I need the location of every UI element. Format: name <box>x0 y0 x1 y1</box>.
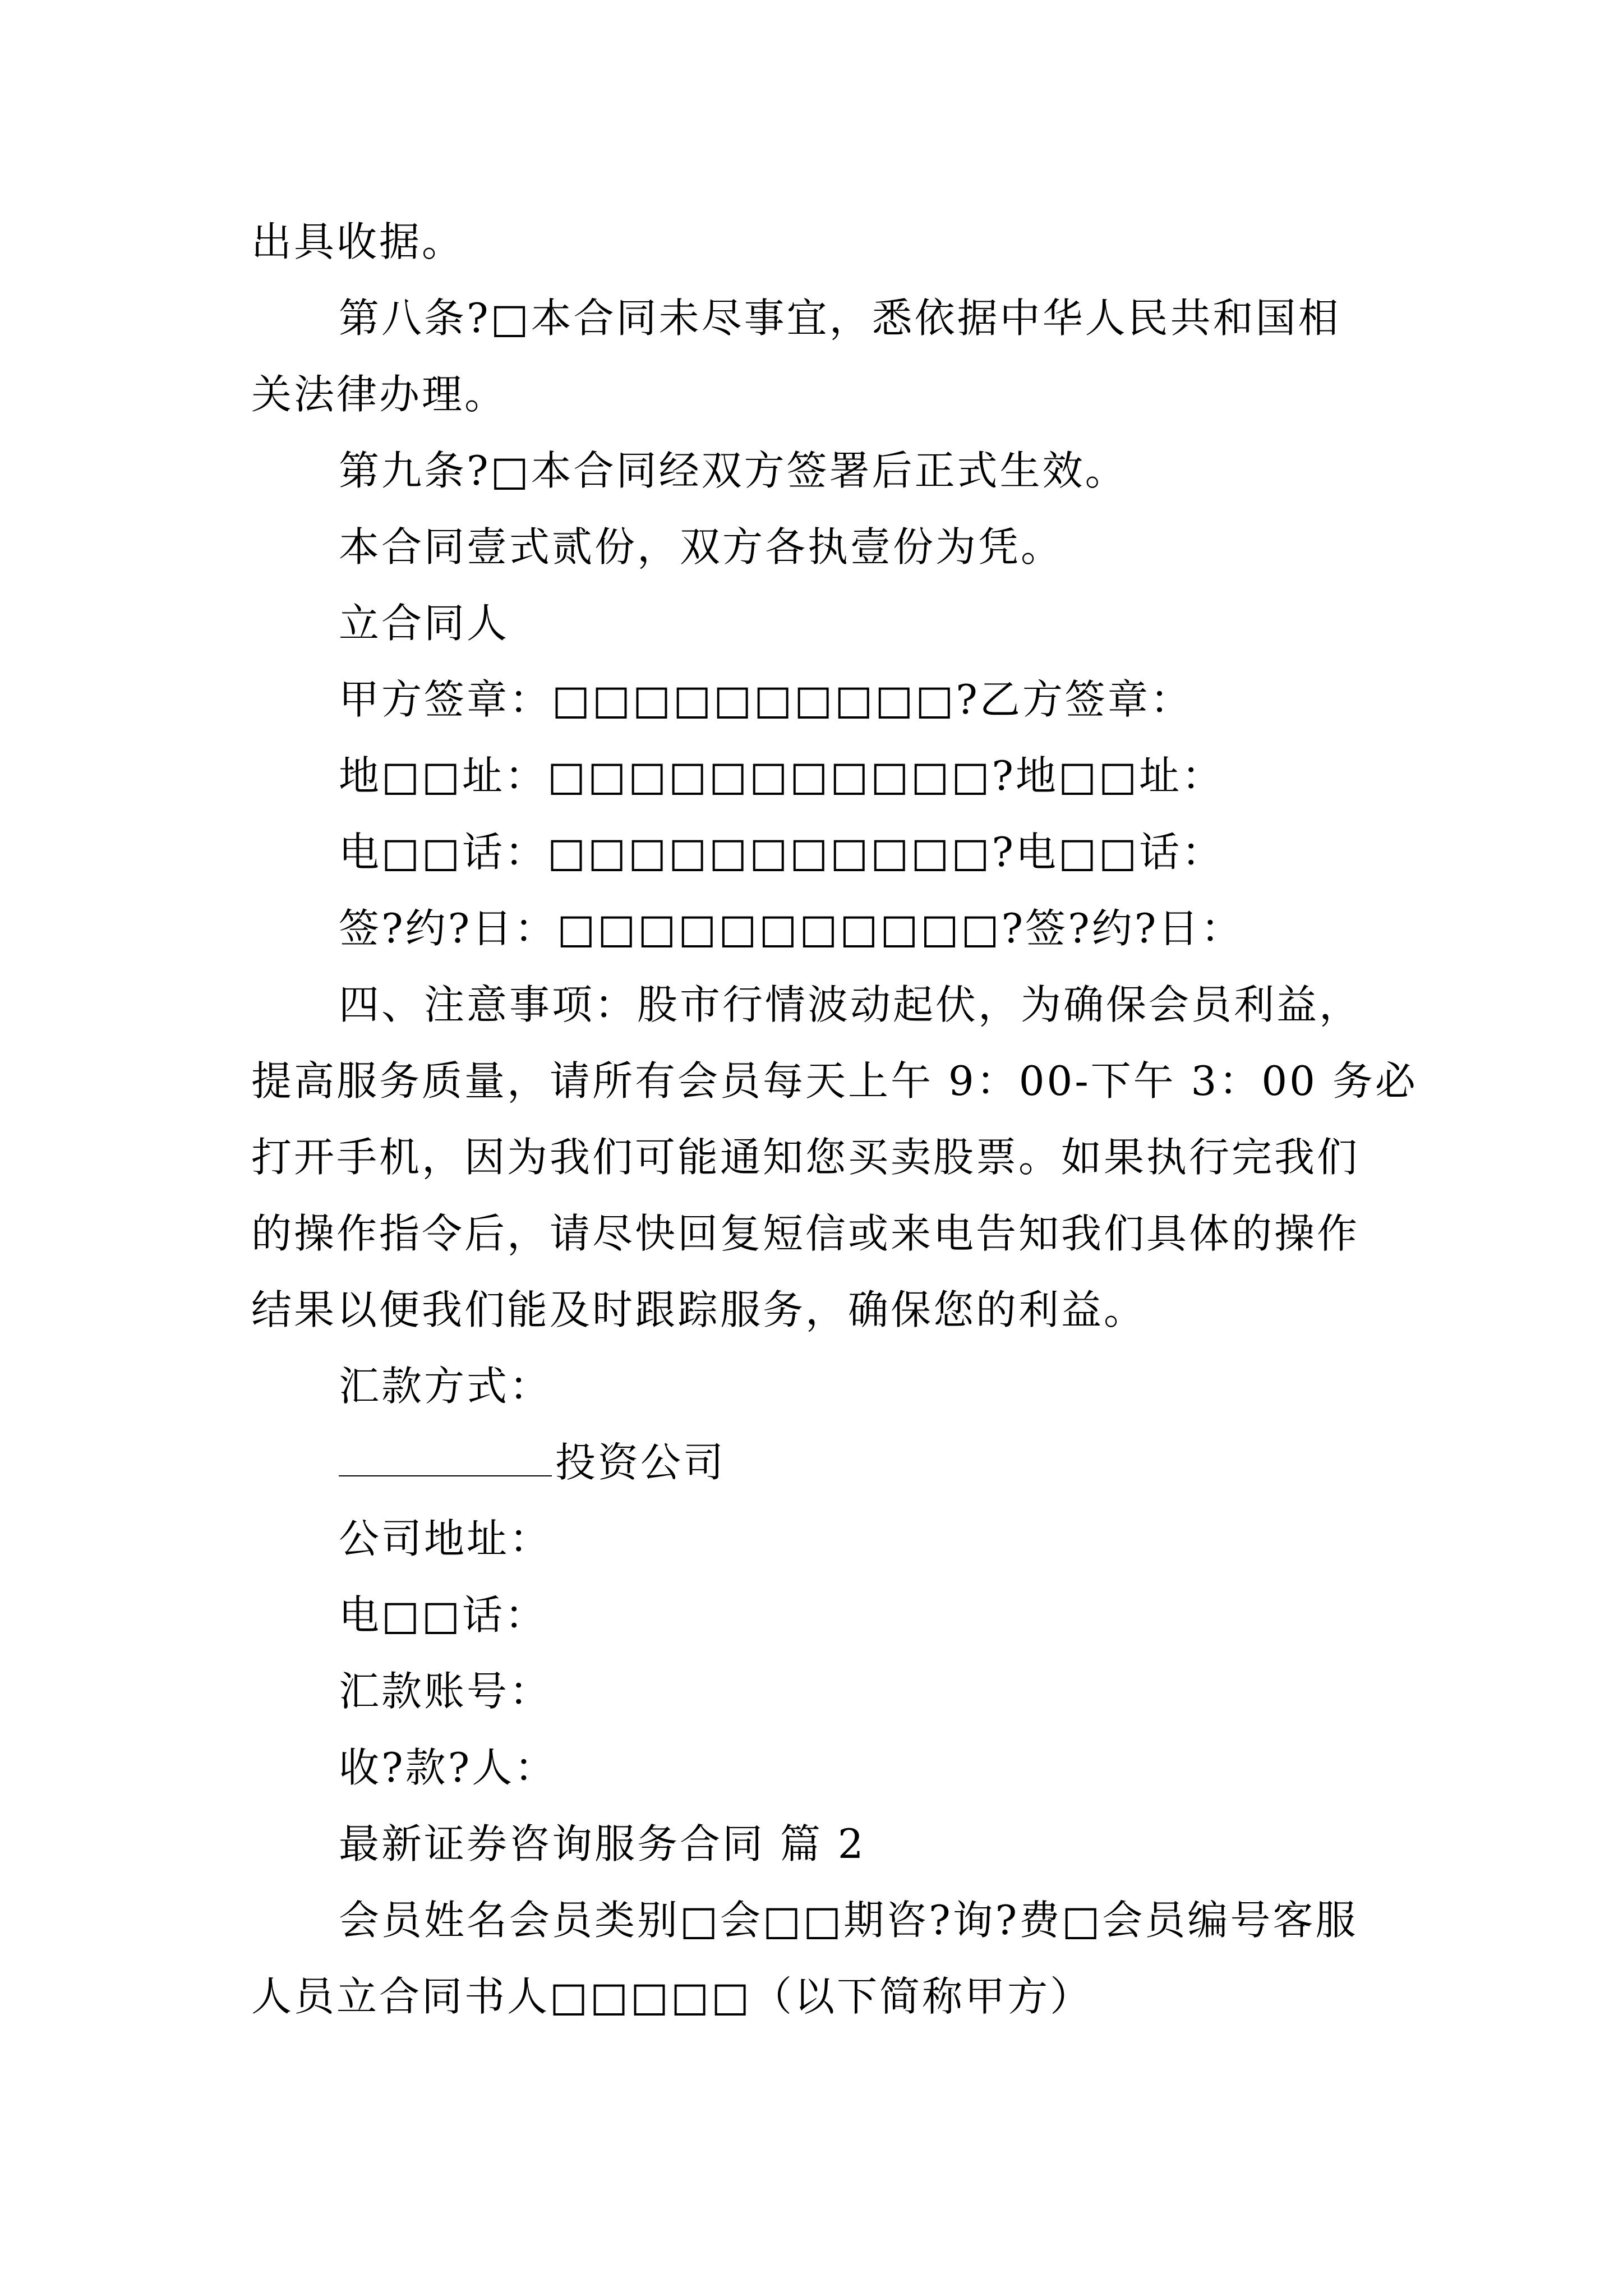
paragraph-line: 公司地址： <box>339 1515 552 1562</box>
paragraph-line: 人员立合同书人□□□□□（以下简称甲方） <box>251 1973 1093 2020</box>
paragraph-line: 打开手机，因为我们可能通知您买卖股票。如果执行完我们 <box>251 1134 1360 1181</box>
company-line <box>339 1434 726 1490</box>
paragraph-line: 关法律办理。 <box>251 371 508 418</box>
signature-line: 地□□址：□□□□□□□□□□□?地□□址： <box>339 752 1225 799</box>
paragraph-line: 本合同壹式贰份，双方各执壹份为凭。 <box>339 523 1064 570</box>
paragraph-line: 汇款账号： <box>339 1668 552 1715</box>
paragraph-line: 结果以便我们能及时跟踪服务，确保您的利益。 <box>251 1286 1147 1333</box>
paragraph-line: 第九条?□本合同经双方签署后正式生效。 <box>339 447 1128 494</box>
section-heading: 最新证券咨询服务合同 篇 2 <box>339 1820 866 1867</box>
paragraph-line: 第八条?□本合同未尽事宜，悉依据中华人民共和国相 <box>339 295 1341 342</box>
signature-line: 电□□话：□□□□□□□□□□□?电□□话： <box>339 829 1225 876</box>
paragraph-line: 四、注意事项：股市行情波动起伏，为确保会员利益， <box>339 981 1362 1028</box>
paragraph-line: 的操作指令后，请尽快回复短信或来电告知我们具体的操作 <box>251 1210 1360 1257</box>
fill-in-blank <box>339 1435 552 1476</box>
paragraph-line: 电□□话： <box>339 1591 548 1639</box>
company-name-label: 投资公司 <box>555 1439 726 1486</box>
paragraph-line: 收?款?人： <box>339 1744 557 1791</box>
signature-line: 签?约?日：□□□□□□□□□□□?签?约?日： <box>339 905 1244 952</box>
paragraph-line: 提高服务质量，请所有会员每天上午 9：00-下午 3：00 务必 <box>251 1057 1418 1105</box>
signature-line: 甲方签章：□□□□□□□□□□?乙方签章： <box>339 676 1193 723</box>
paragraph-line: 会员姓名会员类别□会□□期咨?询?费□会员编号客服 <box>339 1897 1358 1944</box>
paragraph-line: 立合同人 <box>339 600 510 647</box>
paragraph-line: 汇款方式： <box>339 1363 552 1410</box>
paragraph-line: 出具收据。 <box>251 218 465 265</box>
